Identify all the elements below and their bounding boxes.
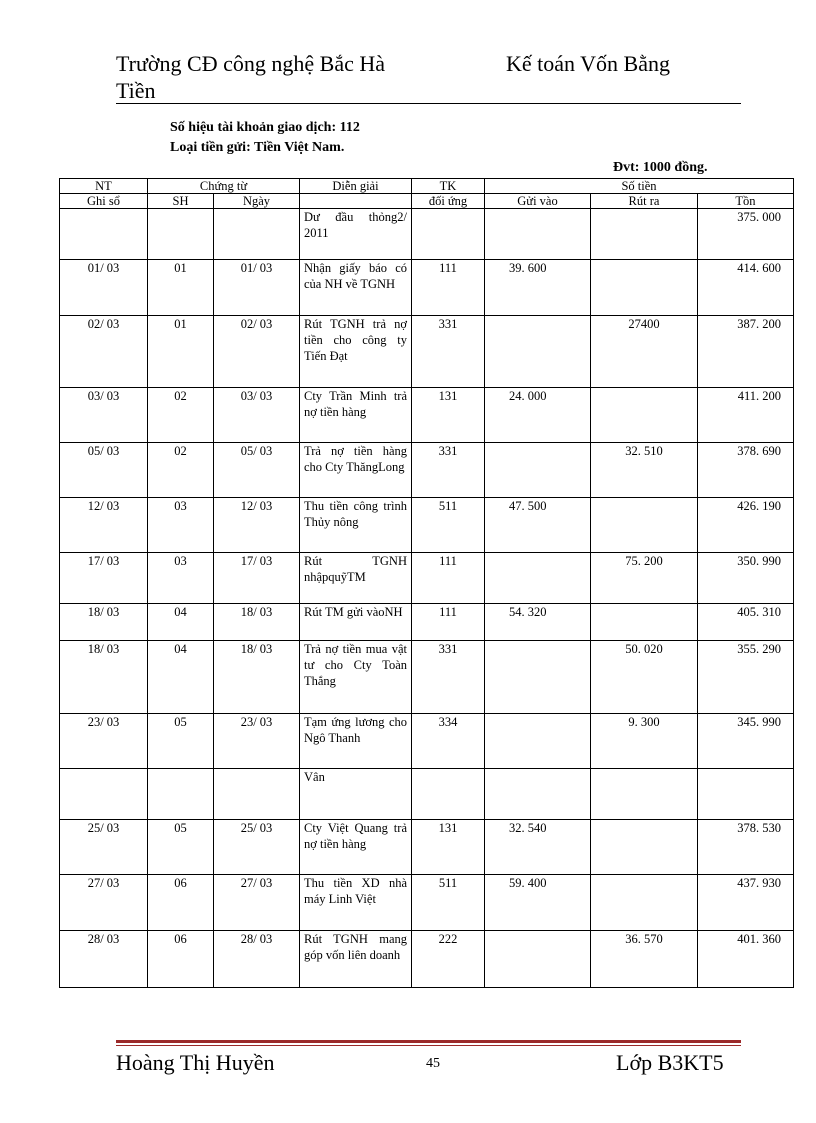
ledger-body: [60, 209, 794, 988]
header-dien-giai: Diễn giải: [300, 179, 412, 194]
cell-rut: [591, 769, 698, 820]
cell-ngay: 05/ 03: [214, 443, 300, 498]
cell-tk: 131: [412, 820, 485, 875]
cell-gui: 47. 500: [485, 498, 591, 553]
cell-gui: 54. 320: [485, 604, 591, 641]
cell-sh: 03: [148, 553, 214, 604]
header-school: [116, 50, 446, 104]
cell-gui: [485, 443, 591, 498]
cell-sh: [148, 209, 214, 260]
cell-nt: 25/ 03: [60, 820, 148, 875]
header-dien-giai-blank: [300, 194, 412, 209]
cell-tk: 111: [412, 604, 485, 641]
table-row: [60, 553, 794, 604]
cell-tk: 222: [412, 931, 485, 988]
cell-ngay: [214, 769, 300, 820]
table-row: [60, 388, 794, 443]
cell-ton: 355. 290: [698, 641, 794, 714]
cell-gui: [485, 714, 591, 769]
cell-nt: 03/ 03: [60, 388, 148, 443]
cell-tk: [412, 769, 485, 820]
header-school-line2: Tiền: [116, 78, 156, 103]
header-gui-vao: Gửi vào: [485, 194, 591, 209]
cell-ton: 405. 310: [698, 604, 794, 641]
cell-tk: 111: [412, 553, 485, 604]
cell-ngay: 02/ 03: [214, 316, 300, 388]
cell-ngay: 27/ 03: [214, 875, 300, 931]
cell-desc: Cty Trần Minh trả nợ tiền hàng: [300, 388, 412, 443]
cell-desc: Cty Việt Quang trả nợ tiền hàng: [300, 820, 412, 875]
cell-desc: Thu tiền XD nhà máy Linh Việt: [300, 875, 412, 931]
cell-ngay: 01/ 03: [214, 260, 300, 316]
cell-gui: [485, 641, 591, 714]
cell-tk: [412, 209, 485, 260]
cell-nt: 23/ 03: [60, 714, 148, 769]
cell-sh: 01: [148, 260, 214, 316]
header-rut-ra: Rút ra: [591, 194, 698, 209]
header-doi-ung: đối ứng: [412, 194, 485, 209]
cell-sh: 06: [148, 875, 214, 931]
cell-rut: 50. 020: [591, 641, 698, 714]
cell-gui: [485, 316, 591, 388]
table-row: [60, 498, 794, 553]
cell-ngay: [214, 209, 300, 260]
account-type: Loại tiền gửi: Tiền Việt Nam.: [170, 140, 345, 155]
table-row: [60, 316, 794, 388]
cell-desc: Dư đầu thỏng2/ 2011: [300, 209, 412, 260]
cell-tk: 131: [412, 388, 485, 443]
cell-rut: [591, 209, 698, 260]
cell-gui: [485, 209, 591, 260]
cell-sh: 02: [148, 443, 214, 498]
header-ton: Tồn: [698, 194, 794, 209]
table-row: [60, 820, 794, 875]
footer-divider-thin: [116, 1045, 741, 1046]
cell-nt: 27/ 03: [60, 875, 148, 931]
cell-desc: Rút TGNH trả nợ tiền cho công ty Tiến Đạt: [300, 316, 412, 388]
cell-ngay: 25/ 03: [214, 820, 300, 875]
cell-tk: 511: [412, 498, 485, 553]
cell-desc: Vân: [300, 769, 412, 820]
cell-ton: 350. 990: [698, 553, 794, 604]
table-row: [60, 443, 794, 498]
cell-gui: 59. 400: [485, 875, 591, 931]
cell-sh: [148, 769, 214, 820]
header-school-line1: Trường CĐ công nghệ Bắc Hà: [116, 51, 385, 76]
cell-rut: 75. 200: [591, 553, 698, 604]
cell-rut: 36. 570: [591, 931, 698, 988]
cell-gui: 39. 600: [485, 260, 591, 316]
cell-gui: 24. 000: [485, 388, 591, 443]
cell-ngay: 18/ 03: [214, 604, 300, 641]
ledger-table: [59, 178, 794, 988]
footer-class: Lớp B3KT5: [616, 1050, 724, 1075]
header-tk: TK: [412, 179, 485, 194]
cell-ton: 411. 200: [698, 388, 794, 443]
header-divider: [116, 103, 741, 104]
cell-ton: 375. 000: [698, 209, 794, 260]
header-topic: Kế toán Vốn Bằng: [506, 51, 670, 76]
cell-ngay: 28/ 03: [214, 931, 300, 988]
cell-sh: 04: [148, 641, 214, 714]
cell-rut: 9. 300: [591, 714, 698, 769]
cell-nt: [60, 769, 148, 820]
header-chung-tu: Chứng từ: [148, 179, 300, 194]
cell-gui: [485, 769, 591, 820]
cell-tk: 111: [412, 260, 485, 316]
cell-tk: 334: [412, 714, 485, 769]
cell-ton: 378. 690: [698, 443, 794, 498]
header-ngay: Ngày: [214, 194, 300, 209]
cell-nt: 01/ 03: [60, 260, 148, 316]
cell-sh: 06: [148, 931, 214, 988]
cell-desc: Trả nợ tiền hàng cho Cty ThăngLong: [300, 443, 412, 498]
cell-ngay: 18/ 03: [214, 641, 300, 714]
cell-rut: [591, 604, 698, 641]
cell-tk: 331: [412, 641, 485, 714]
cell-nt: 18/ 03: [60, 604, 148, 641]
table-row: [60, 260, 794, 316]
cell-ton: 378. 530: [698, 820, 794, 875]
table-row: [60, 209, 794, 260]
table-row: [60, 769, 794, 820]
cell-ton: [698, 769, 794, 820]
cell-tk: 511: [412, 875, 485, 931]
cell-ton: 426. 190: [698, 498, 794, 553]
cell-rut: [591, 498, 698, 553]
table-row: [60, 875, 794, 931]
cell-ngay: 12/ 03: [214, 498, 300, 553]
table-row: [60, 931, 794, 988]
table-row: [60, 604, 794, 641]
cell-nt: 28/ 03: [60, 931, 148, 988]
header-so-tien: Số tiền: [485, 179, 794, 194]
header-nt: NT: [60, 179, 148, 194]
cell-desc: Thu tiền công trình Thủy nông: [300, 498, 412, 553]
cell-rut: [591, 820, 698, 875]
cell-sh: 05: [148, 820, 214, 875]
cell-desc: Rút TM gửi vàoNH: [300, 604, 412, 641]
table-row: [60, 641, 794, 714]
footer-author: Hoàng Thị Huyền: [116, 1050, 275, 1075]
cell-ngay: 03/ 03: [214, 388, 300, 443]
cell-rut: [591, 388, 698, 443]
cell-tk: 331: [412, 316, 485, 388]
cell-desc: Nhận giấy báo có của NH về TGNH: [300, 260, 412, 316]
table-row: [60, 714, 794, 769]
cell-gui: [485, 931, 591, 988]
cell-gui: 32. 540: [485, 820, 591, 875]
footer-divider-thick: [116, 1040, 741, 1043]
cell-ton: 401. 360: [698, 931, 794, 988]
cell-sh: 04: [148, 604, 214, 641]
cell-ngay: 17/ 03: [214, 553, 300, 604]
cell-nt: 05/ 03: [60, 443, 148, 498]
cell-rut: [591, 260, 698, 316]
cell-rut: [591, 875, 698, 931]
cell-ton: 437. 930: [698, 875, 794, 931]
cell-tk: 331: [412, 443, 485, 498]
account-number: Số hiệu tài khoản giao dịch: 112: [170, 120, 360, 135]
cell-ngay: 23/ 03: [214, 714, 300, 769]
cell-desc: Tạm ứng lương cho Ngô Thanh: [300, 714, 412, 769]
cell-sh: 03: [148, 498, 214, 553]
cell-desc: Rút TGNH mang góp vốn liên doanh: [300, 931, 412, 988]
cell-desc: Trả nợ tiền mua vật tư cho Cty Toàn Thắng: [300, 641, 412, 714]
cell-nt: 18/ 03: [60, 641, 148, 714]
cell-sh: 05: [148, 714, 214, 769]
cell-rut: 27400: [591, 316, 698, 388]
cell-ton: 345. 990: [698, 714, 794, 769]
cell-desc: Rút TGNH nhậpquỹTM: [300, 553, 412, 604]
cell-nt: 17/ 03: [60, 553, 148, 604]
cell-nt: 12/ 03: [60, 498, 148, 553]
cell-ton: 387. 200: [698, 316, 794, 388]
unit-label: Đvt: 1000 đồng.: [613, 160, 708, 175]
header-sh: SH: [148, 194, 214, 209]
cell-nt: 02/ 03: [60, 316, 148, 388]
cell-gui: [485, 553, 591, 604]
page-number: 45: [426, 1056, 440, 1071]
account-info: [170, 118, 360, 158]
cell-sh: 01: [148, 316, 214, 388]
cell-sh: 02: [148, 388, 214, 443]
header-ghi-so: Ghi sổ: [60, 194, 148, 209]
cell-rut: 32. 510: [591, 443, 698, 498]
cell-ton: 414. 600: [698, 260, 794, 316]
cell-nt: [60, 209, 148, 260]
